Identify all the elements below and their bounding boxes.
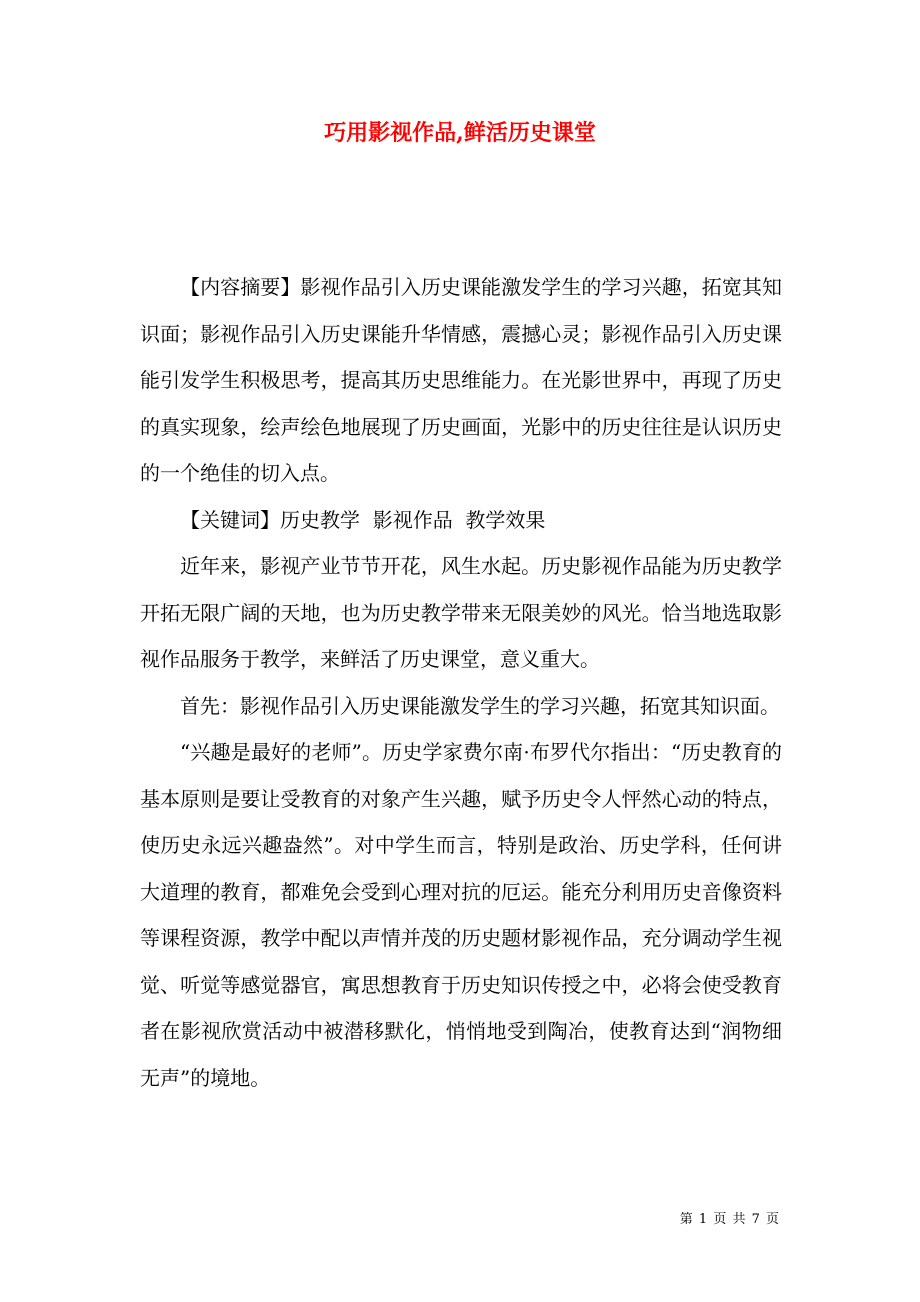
page-number-footer: 第 1 页 共 7 页 — [679, 1212, 780, 1227]
keywords-paragraph: 【关键词】历史教学 影视作品 教学效果 — [180, 507, 546, 532]
abstract-paragraph: 【内容摘要】影视作品引入历史课能激发学生的学习兴趣，拓宽其知识面；影视作品引入历史课能升华情感，震撼心灵；影视作品引入历史课能引发学生积极思考，提高其历史思维能力。在光影世界中，再现了历史的真实现象，绘声绘色地展现了历史画面，光影中的历史往往是认识历史的一个绝佳的切入点。 — [140, 275, 782, 485]
document-title: 巧用影视作品,鲜活历史课堂 — [324, 120, 596, 146]
interest-paragraph: “兴趣是最好的老师”。历史学家费尔南·布罗代尔指出：“历史教育的基本原则是要让受教育的对象产生兴趣，赋予历史令人怦然心动的特点，使历史永远兴趣盎然”。对中学生而言，特别是政治、历史学科，任何讲大道理的教育，都难免会受到心理对抗的厄运。能充分利用历史音像资料等课程资源，教学中配以声情并茂的历史题材影视作品，充分调动学生视觉、听觉等感觉器官，寓思想教育于历史知识传授之中，必将会使受教育者在影视欣赏活动中被潜移默化，悄悄地受到陶冶，使教育达到“润物细无声”的境地。 — [140, 740, 782, 1090]
first-point-paragraph: 首先：影视作品引入历史课能激发学生的学习兴趣，拓宽其知识面。 — [180, 693, 780, 718]
document-body — [140, 264, 782, 1101]
intro-paragraph: 近年来，影视产业节节开花，风生水起。历史影视作品能为历史教学开拓无限广阔的天地，也为历史教学带来无限美妙的风光。恰当地选取影视作品服务于教学，来鲜活了历史课堂，意义重大。 — [140, 554, 782, 671]
